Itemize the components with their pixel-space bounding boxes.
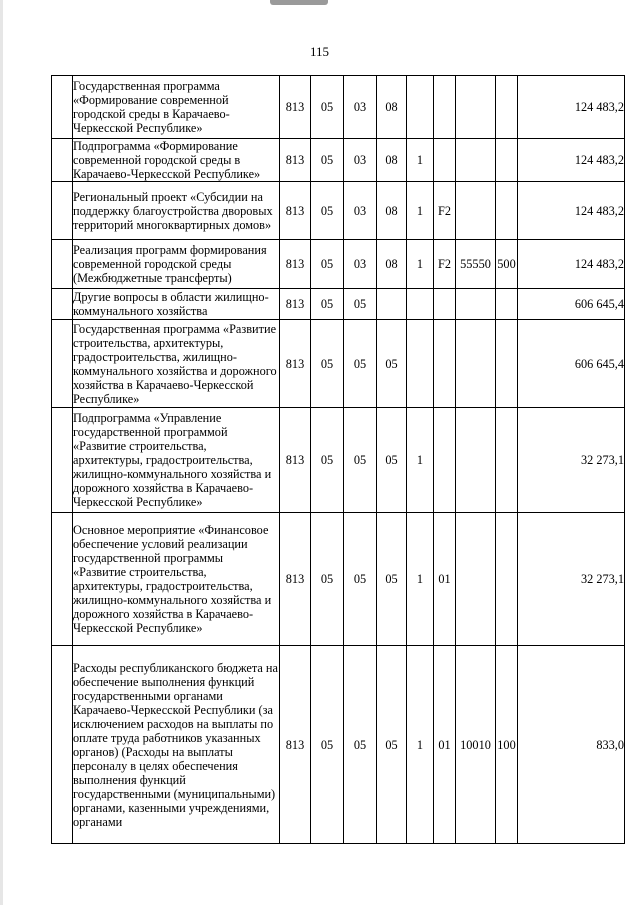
blank-cell: [52, 76, 73, 139]
blank-cell: [52, 139, 73, 182]
program-code-cell: 05: [377, 646, 407, 844]
section-code-cell: 05: [311, 513, 344, 646]
section-code-cell: 05: [311, 76, 344, 139]
scan-edge-shadow: [0, 0, 3, 905]
expense-type-cell: [496, 182, 518, 240]
table-row: [52, 646, 625, 844]
ministry-code-cell: 813: [280, 76, 311, 139]
blank-cell: [52, 240, 73, 289]
subprogram-code-cell: 1: [407, 646, 434, 844]
subsection-code-cell: 05: [344, 646, 377, 844]
ministry-code-cell: 813: [280, 513, 311, 646]
subprogram-code-cell: 1: [407, 513, 434, 646]
subprogram-code-cell: 1: [407, 408, 434, 513]
activity-code-cell: F2: [434, 240, 456, 289]
section-code-cell: 05: [311, 408, 344, 513]
expense-type-cell: [496, 513, 518, 646]
item-name-cell: Региональный проект «Субсидии на поддержку благоустройства дворовых территорий многоквартирных домов»: [73, 182, 280, 240]
expense-type-cell: [496, 320, 518, 408]
table-row: [52, 408, 625, 513]
amount-cell: 124 483,2: [518, 139, 625, 182]
subsection-code-cell: 05: [344, 513, 377, 646]
amount-cell: 124 483,2: [518, 182, 625, 240]
direction-code-cell: [456, 182, 496, 240]
subprogram-code-cell: [407, 289, 434, 320]
expense-type-cell: 100: [496, 646, 518, 844]
blank-cell: [52, 513, 73, 646]
item-name-cell: Другие вопросы в области жилищно-коммунального хозяйства: [73, 289, 280, 320]
direction-code-cell: [456, 76, 496, 139]
page-number: 115: [309, 44, 330, 59]
expense-type-cell: [496, 139, 518, 182]
direction-code-cell: 10010: [456, 646, 496, 844]
amount-cell: 124 483,2: [518, 76, 625, 139]
amount-cell: 124 483,2: [518, 240, 625, 289]
table-row: [52, 320, 625, 408]
amount-cell: 32 273,1: [518, 408, 625, 513]
blank-cell: [52, 408, 73, 513]
expense-type-cell: [496, 408, 518, 513]
direction-code-cell: [456, 513, 496, 646]
scan-smudge: [270, 0, 328, 5]
subprogram-code-cell: 1: [407, 240, 434, 289]
ministry-code-cell: 813: [280, 240, 311, 289]
section-code-cell: 05: [311, 182, 344, 240]
expense-type-cell: [496, 289, 518, 320]
table-row: [52, 182, 625, 240]
item-name-cell: Государственная программа «Формирование современной городской среды в Карачаево-Черкесской Республике»: [73, 76, 280, 139]
program-code-cell: 08: [377, 182, 407, 240]
subsection-code-cell: 03: [344, 76, 377, 139]
amount-cell: 833,0: [518, 646, 625, 844]
subprogram-code-cell: [407, 320, 434, 408]
direction-code-cell: [456, 320, 496, 408]
subprogram-code-cell: 1: [407, 139, 434, 182]
program-code-cell: 05: [377, 320, 407, 408]
subsection-code-cell: 05: [344, 320, 377, 408]
table-row: [52, 76, 625, 139]
subsection-code-cell: 03: [344, 139, 377, 182]
budget-table: [51, 75, 625, 844]
amount-cell: 32 273,1: [518, 513, 625, 646]
activity-code-cell: 01: [434, 513, 456, 646]
program-code-cell: 08: [377, 139, 407, 182]
expense-type-cell: [496, 76, 518, 139]
activity-code-cell: 01: [434, 646, 456, 844]
section-code-cell: 05: [311, 646, 344, 844]
ministry-code-cell: 813: [280, 408, 311, 513]
item-name-cell: Подпрограмма «Формирование современной городской среды в Карачаево-Черкесской Республике»: [73, 139, 280, 182]
program-code-cell: 05: [377, 513, 407, 646]
budget-table-body: [52, 76, 625, 844]
item-name-cell: Подпрограмма «Управление государственной программой «Развитие строительства, архитектуры, градостроительства, жилищно-коммунального хозяйства и дорожного хозяйства в Карачаево-Черкесской Республике»: [73, 408, 280, 513]
program-code-cell: 05: [377, 408, 407, 513]
direction-code-cell: [456, 408, 496, 513]
item-name-cell: Государственная программа «Развитие строительства, архитектуры, градостроительства, жилищно-коммунального хозяйства и дорожного хозяйства в Карачаево-Черкесской Республике»: [73, 320, 280, 408]
ministry-code-cell: 813: [280, 320, 311, 408]
item-name-cell: Основное мероприятие «Финансовое обеспечение условий реализации государственной программы «Развитие строительства, архитектуры, градостроительства, жилищно-коммунального хозяйства и дорожного хозяйства в Карачаево-Черкесской Республике»: [73, 513, 280, 646]
direction-code-cell: [456, 139, 496, 182]
item-name-cell: Расходы республиканского бюджета на обеспечение выполнения функций государственными органами Карачаево-Черкесской Республики (за исключением расходов на выплаты по оплате труда работников указанных органов) (Расходы на выплаты персоналу в целях обеспечения выполнения функций государственными (муниципальными) органами, казенными учреждениями, органами: [73, 646, 280, 844]
blank-cell: [52, 182, 73, 240]
ministry-code-cell: 813: [280, 646, 311, 844]
subprogram-code-cell: [407, 76, 434, 139]
program-code-cell: 08: [377, 240, 407, 289]
table-row: [52, 513, 625, 646]
section-code-cell: 05: [311, 240, 344, 289]
expense-type-cell: 500: [496, 240, 518, 289]
blank-cell: [52, 320, 73, 408]
section-code-cell: 05: [311, 320, 344, 408]
blank-cell: [52, 646, 73, 844]
amount-cell: 606 645,4: [518, 289, 625, 320]
section-code-cell: 05: [311, 139, 344, 182]
program-code-cell: 08: [377, 76, 407, 139]
subsection-code-cell: 03: [344, 240, 377, 289]
activity-code-cell: [434, 289, 456, 320]
activity-code-cell: F2: [434, 182, 456, 240]
subsection-code-cell: 03: [344, 182, 377, 240]
ministry-code-cell: 813: [280, 182, 311, 240]
amount-cell: 606 645,4: [518, 320, 625, 408]
activity-code-cell: [434, 139, 456, 182]
table-row: [52, 240, 625, 289]
activity-code-cell: [434, 320, 456, 408]
table-row: [52, 289, 625, 320]
table-row: [52, 139, 625, 182]
subprogram-code-cell: 1: [407, 182, 434, 240]
ministry-code-cell: 813: [280, 139, 311, 182]
direction-code-cell: 55550: [456, 240, 496, 289]
ministry-code-cell: 813: [280, 289, 311, 320]
direction-code-cell: [456, 289, 496, 320]
subsection-code-cell: 05: [344, 408, 377, 513]
activity-code-cell: [434, 76, 456, 139]
activity-code-cell: [434, 408, 456, 513]
item-name-cell: Реализация программ формирования современной городской среды (Межбюджетные трансферты): [73, 240, 280, 289]
blank-cell: [52, 289, 73, 320]
program-code-cell: [377, 289, 407, 320]
subsection-code-cell: 05: [344, 289, 377, 320]
section-code-cell: 05: [311, 289, 344, 320]
